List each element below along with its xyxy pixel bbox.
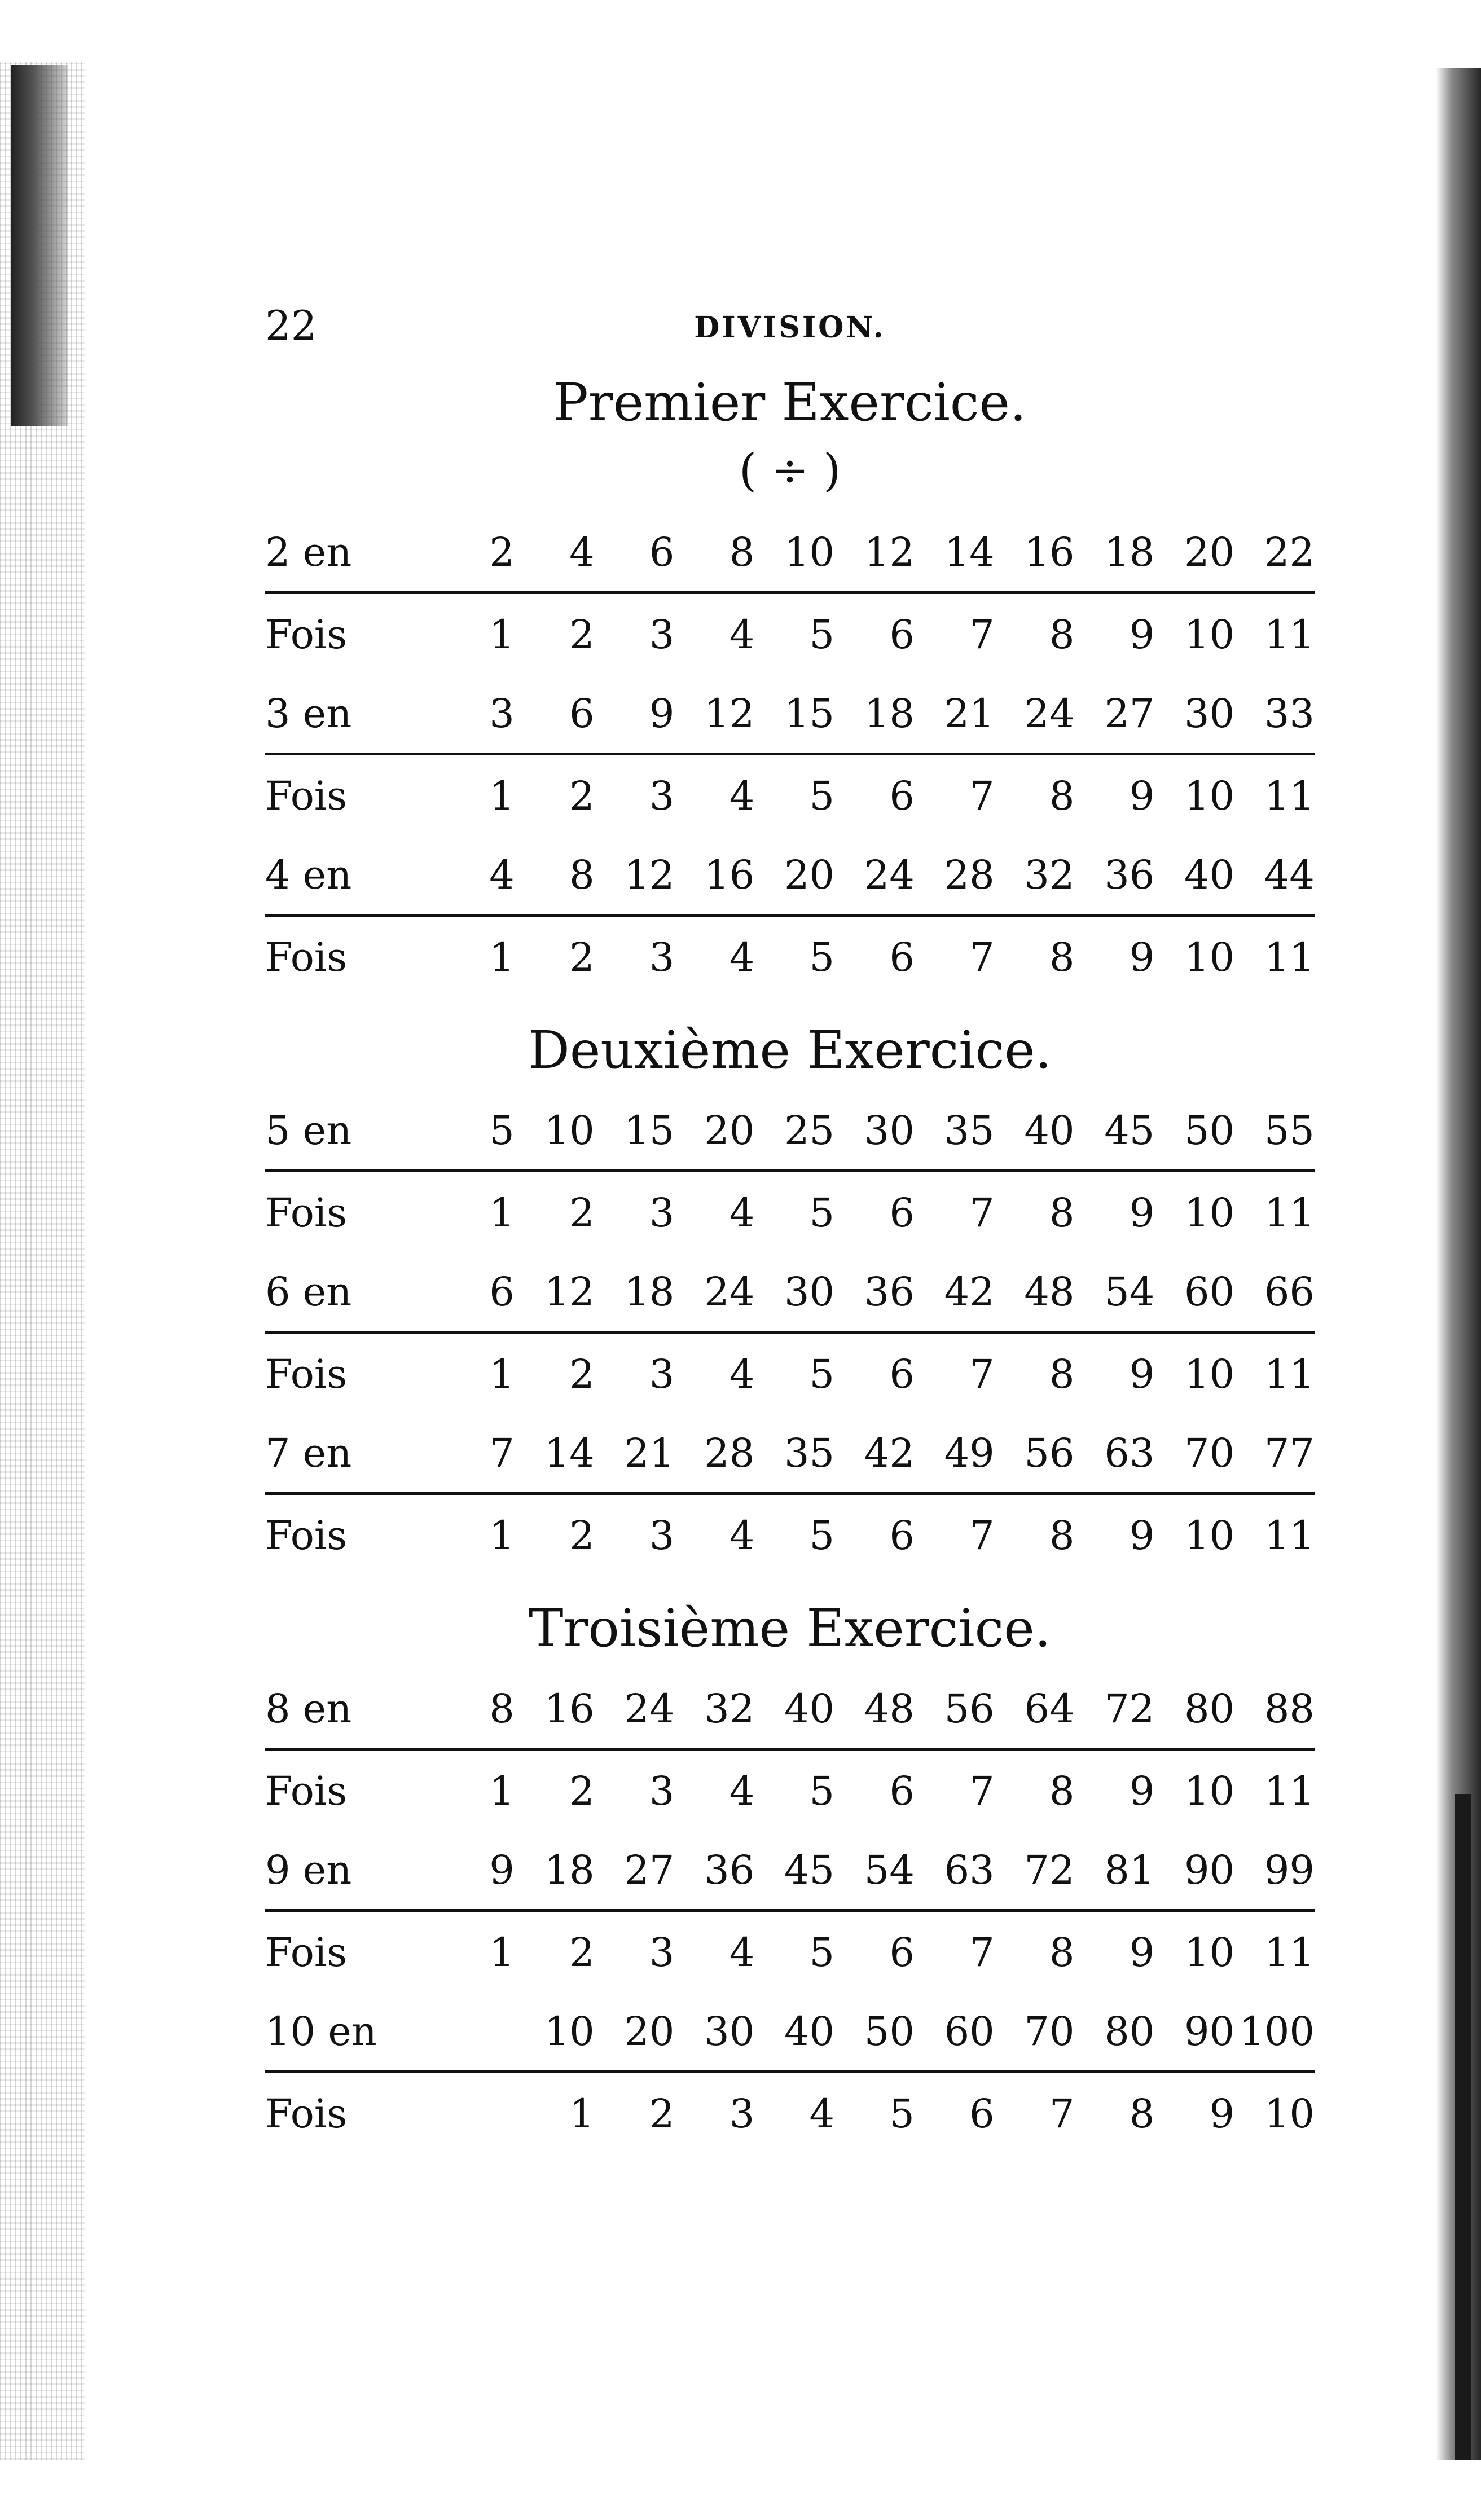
dividend-cell: 30: [784, 1269, 835, 1315]
dividend-cell: 42: [944, 1269, 995, 1315]
quotient-cell: 9: [1129, 934, 1155, 980]
quotient-row-values: [434, 1512, 1315, 1559]
dividend-cell: 32: [704, 1686, 755, 1732]
dividend-cell: 99: [1264, 1847, 1315, 1893]
quotient-row-values: [434, 1190, 1315, 1236]
quotient-cell: 8: [1049, 1512, 1075, 1559]
quotient-row-label: Fois: [265, 1351, 348, 1397]
dividend-cell: 20: [1184, 529, 1235, 575]
dividend-cell: 4: [569, 529, 595, 575]
dividend-cell: 54: [1104, 1269, 1155, 1315]
dividend-cell: 8: [569, 852, 595, 898]
quotient-cell: 9: [1129, 1512, 1155, 1559]
dividend-cell: 12: [624, 852, 675, 898]
page-content: [265, 293, 1315, 2154]
quotient-row: [265, 755, 1315, 836]
quotient-cell: 8: [1049, 772, 1075, 819]
chapter-title: DIVISION.: [694, 310, 886, 345]
quotient-row-label: Fois: [265, 1767, 348, 1814]
dividend-cell: 36: [864, 1269, 915, 1315]
dividend-cell: 10: [544, 1107, 595, 1154]
quotient-row-label: Fois: [265, 2090, 348, 2137]
quotient-cell: 8: [1129, 2090, 1155, 2137]
dividend-row: [265, 1831, 1315, 1912]
quotient-cell: 2: [649, 2090, 675, 2137]
dividend-cell: 100: [1239, 2008, 1315, 2055]
quotient-row-label: Fois: [265, 611, 348, 658]
dividend-cell: 55: [1264, 1107, 1315, 1154]
dividend-row-label: 9 en: [265, 1847, 352, 1893]
dividend-cell: 10: [784, 529, 835, 575]
dividend-row: [265, 675, 1315, 755]
dividend-row-label: 10 en: [265, 2008, 377, 2055]
dividend-cell: 6: [489, 1269, 515, 1315]
dividend-cell: 24: [704, 1269, 755, 1315]
dividend-cell: 20: [704, 1107, 755, 1154]
quotient-cell: 5: [809, 772, 835, 819]
dividend-row-values: [434, 529, 1315, 575]
dividend-cell: 60: [944, 2008, 995, 2055]
quotient-row: [265, 1751, 1315, 1831]
quotient-cell: 6: [889, 772, 915, 819]
dividend-row-values: [434, 852, 1315, 898]
quotient-cell: 7: [969, 1929, 995, 1976]
quotient-cell: 5: [809, 1351, 835, 1397]
dividend-cell: 66: [1264, 1269, 1315, 1315]
quotient-cell: 1: [489, 1929, 515, 1976]
quotient-cell: 10: [1184, 934, 1235, 980]
quotient-cell: 3: [729, 2090, 755, 2137]
dividend-cell: 9: [649, 691, 675, 737]
quotient-cell: 4: [809, 2090, 835, 2137]
dividend-cell: 30: [1184, 691, 1235, 737]
dividend-row-values: [434, 1847, 1315, 1893]
quotient-cell: 2: [569, 772, 595, 819]
dividend-cell: 27: [1104, 691, 1155, 737]
quotient-row: [265, 1495, 1315, 1576]
quotient-cell: 6: [889, 934, 915, 980]
quotient-cell: 8: [1049, 1767, 1075, 1814]
exercise-title: Premier Exercice.: [553, 372, 1027, 433]
quotient-row-label: Fois: [265, 1189, 348, 1236]
dividend-cell: 16: [544, 1686, 595, 1732]
dividend-cell: 12: [864, 529, 915, 575]
quotient-cell: 4: [729, 1512, 755, 1559]
page-number: 22: [265, 302, 317, 349]
dividend-cell: 8: [489, 1686, 515, 1732]
quotient-cell: 11: [1264, 1929, 1315, 1976]
dividend-row-label: 5 en: [265, 1107, 352, 1154]
quotient-cell: 4: [729, 772, 755, 819]
quotient-row: [265, 1912, 1315, 1993]
quotient-cell: 4: [729, 934, 755, 980]
dividend-cell: 25: [784, 1107, 835, 1154]
quotient-cell: 4: [729, 611, 755, 658]
quotient-row-values: [434, 1768, 1315, 1814]
dividend-cell: 14: [944, 529, 995, 575]
dividend-row-label: 4 en: [265, 852, 352, 898]
quotient-cell: 1: [489, 1512, 515, 1559]
dividend-cell: 49: [944, 1430, 995, 1476]
dividend-row-values: [434, 1269, 1315, 1315]
dividend-row-values: [434, 2008, 1315, 2055]
quotient-cell: 4: [729, 1929, 755, 1976]
dividend-cell: 24: [864, 852, 915, 898]
quotient-cell: 6: [889, 1189, 915, 1236]
quotient-row-label: Fois: [265, 772, 348, 819]
quotient-cell: 3: [649, 1189, 675, 1236]
quotient-cell: 6: [889, 1512, 915, 1559]
dividend-row-label: 3 en: [265, 691, 352, 737]
dividend-cell: 12: [704, 691, 755, 737]
dividend-cell: 8: [729, 529, 755, 575]
dividend-cell: 18: [624, 1269, 675, 1315]
dividend-cell: 16: [704, 852, 755, 898]
quotient-row-values: [434, 612, 1315, 658]
quotient-row: [265, 917, 1315, 997]
dividend-row-values: [434, 691, 1315, 737]
quotient-cell: 2: [569, 1767, 595, 1814]
dividend-row: [265, 1092, 1315, 1172]
division-table: [265, 513, 1315, 675]
quotient-cell: 2: [569, 934, 595, 980]
dividend-cell: 6: [569, 691, 595, 737]
quotient-cell: 7: [969, 1767, 995, 1814]
quotient-cell: 5: [809, 611, 835, 658]
quotient-cell: 7: [969, 1351, 995, 1397]
quotient-cell: 1: [489, 1351, 515, 1397]
dividend-row: [265, 513, 1315, 594]
dividend-cell: 80: [1184, 1686, 1235, 1732]
quotient-cell: 2: [569, 1351, 595, 1397]
quotient-cell: 5: [809, 1512, 835, 1559]
dividend-cell: 72: [1104, 1686, 1155, 1732]
dividend-cell: 54: [864, 1847, 915, 1893]
dividend-cell: 18: [864, 691, 915, 737]
quotient-cell: 7: [969, 611, 995, 658]
quotient-cell: 3: [649, 772, 675, 819]
quotient-cell: 1: [489, 1189, 515, 1236]
quotient-cell: 9: [1129, 1351, 1155, 1397]
dividend-cell: 40: [1024, 1107, 1075, 1154]
quotient-cell: 1: [489, 611, 515, 658]
dividend-row: [265, 1253, 1315, 1334]
dividend-cell: 48: [864, 1686, 915, 1732]
quotient-cell: 2: [569, 1512, 595, 1559]
quotient-cell: 8: [1049, 1189, 1075, 1236]
dividend-cell: 63: [944, 1847, 995, 1893]
dividend-cell: 24: [1024, 691, 1075, 737]
quotient-cell: 10: [1184, 772, 1235, 819]
dividend-cell: 4: [489, 852, 515, 898]
exercise-section: [265, 355, 1315, 997]
quotient-cell: 10: [1184, 611, 1235, 658]
quotient-cell: 8: [1049, 1351, 1075, 1397]
dividend-cell: 45: [1104, 1107, 1155, 1154]
exercise-title: Troisième Exercice.: [529, 1598, 1051, 1659]
dividend-cell: 14: [544, 1430, 595, 1476]
dividend-row-label: 2 en: [265, 529, 352, 575]
quotient-row-label: Fois: [265, 1512, 348, 1559]
dividend-cell: 56: [944, 1686, 995, 1732]
dividend-cell: 35: [784, 1430, 835, 1476]
dividend-cell: 50: [1184, 1107, 1235, 1154]
dividend-cell: 36: [704, 1847, 755, 1893]
scan-edge-left-shadow: [11, 65, 68, 426]
quotient-row: [265, 2073, 1315, 2154]
quotient-cell: 3: [649, 1351, 675, 1397]
quotient-cell: 11: [1264, 1189, 1315, 1236]
quotient-cell: 11: [1264, 1351, 1315, 1397]
quotient-row: [265, 594, 1315, 675]
quotient-cell: 9: [1129, 772, 1155, 819]
division-table: [265, 1670, 1315, 1831]
dividend-cell: 77: [1264, 1430, 1315, 1476]
dividend-cell: 2: [489, 529, 515, 575]
quotient-cell: 10: [1184, 1512, 1235, 1559]
dividend-row: [265, 1993, 1315, 2073]
dividend-cell: 3: [489, 691, 515, 737]
quotient-cell: 6: [889, 1929, 915, 1976]
dividend-row-values: [434, 1430, 1315, 1476]
quotient-row-values: [434, 1929, 1315, 1976]
dividend-cell: 64: [1024, 1686, 1075, 1732]
quotient-cell: 5: [809, 1929, 835, 1976]
dividend-cell: 88: [1264, 1686, 1315, 1732]
dividend-cell: 6: [649, 529, 675, 575]
quotient-cell: 10: [1184, 1767, 1235, 1814]
quotient-cell: 1: [489, 934, 515, 980]
dividend-row: [265, 1414, 1315, 1495]
dividend-cell: 90: [1184, 1847, 1235, 1893]
dividend-cell: 40: [784, 2008, 835, 2055]
exercise-section: [265, 1576, 1315, 2154]
division-table: [265, 836, 1315, 997]
quotient-cell: 1: [489, 772, 515, 819]
dividend-cell: 40: [784, 1686, 835, 1732]
quotient-cell: 5: [809, 1767, 835, 1814]
dividend-cell: 63: [1104, 1430, 1155, 1476]
dividend-cell: 28: [704, 1430, 755, 1476]
dividend-cell: 18: [544, 1847, 595, 1893]
dividend-row-values: [434, 1107, 1315, 1154]
dividend-cell: 90: [1184, 2008, 1235, 2055]
dividend-cell: 16: [1024, 529, 1075, 575]
division-table: [265, 1831, 1315, 1993]
dividend-cell: 30: [704, 2008, 755, 2055]
dividend-row-values: [434, 1686, 1315, 1732]
quotient-cell: 9: [1129, 1929, 1155, 1976]
dividend-row-label: 7 en: [265, 1430, 352, 1476]
dividend-cell: 48: [1024, 1269, 1075, 1315]
quotient-cell: 10: [1184, 1929, 1235, 1976]
dividend-cell: 70: [1024, 2008, 1075, 2055]
quotient-row-values: [434, 934, 1315, 980]
quotient-cell: 8: [1049, 934, 1075, 980]
exercise-title: Deuxième Exercice.: [528, 1020, 1052, 1080]
quotient-cell: 5: [809, 934, 835, 980]
dividend-cell: 10: [544, 2008, 595, 2055]
dividend-cell: 56: [1024, 1430, 1075, 1476]
dividend-cell: 33: [1264, 691, 1315, 737]
quotient-cell: 6: [889, 611, 915, 658]
quotient-cell: 1: [569, 2090, 595, 2137]
dividend-cell: 30: [864, 1107, 915, 1154]
quotient-cell: 11: [1264, 1767, 1315, 1814]
quotient-cell: 4: [729, 1351, 755, 1397]
quotient-cell: 2: [569, 1929, 595, 1976]
quotient-cell: 10: [1264, 2090, 1315, 2137]
dividend-cell: 35: [944, 1107, 995, 1154]
dividend-cell: 81: [1104, 1847, 1155, 1893]
dividend-cell: 42: [864, 1430, 915, 1476]
quotient-cell: 2: [569, 1189, 595, 1236]
dividend-row-label: 6 en: [265, 1269, 352, 1315]
division-table: [265, 1414, 1315, 1576]
dividend-cell: 15: [624, 1107, 675, 1154]
dividend-cell: 15: [784, 691, 835, 737]
quotient-cell: 9: [1209, 2090, 1235, 2137]
dividend-cell: 60: [1184, 1269, 1235, 1315]
quotient-cell: 4: [729, 1189, 755, 1236]
exercise-list: [265, 355, 1315, 2154]
quotient-cell: 6: [969, 2090, 995, 2137]
quotient-cell: 5: [889, 2090, 915, 2137]
quotient-row-label: Fois: [265, 934, 348, 980]
quotient-row-values: [434, 1351, 1315, 1397]
quotient-cell: 8: [1049, 1929, 1075, 1976]
quotient-cell: 3: [649, 1929, 675, 1976]
quotient-row: [265, 1334, 1315, 1414]
dividend-cell: 28: [944, 852, 995, 898]
quotient-cell: 7: [969, 1512, 995, 1559]
dividend-cell: 45: [784, 1847, 835, 1893]
dividend-cell: 12: [544, 1269, 595, 1315]
quotient-row-label: Fois: [265, 1929, 348, 1976]
quotient-cell: 10: [1184, 1189, 1235, 1236]
dividend-cell: 7: [489, 1430, 515, 1476]
quotient-cell: 3: [649, 1767, 675, 1814]
scan-edge-right-band: [1455, 1794, 1471, 2460]
dividend-cell: 50: [864, 2008, 915, 2055]
quotient-cell: 11: [1264, 934, 1315, 980]
dividend-cell: 80: [1104, 2008, 1155, 2055]
empty-cell: [434, 2008, 515, 2055]
quotient-cell: 9: [1129, 611, 1155, 658]
dividend-row-label: 8 en: [265, 1686, 352, 1732]
dividend-cell: 44: [1264, 852, 1315, 898]
quotient-cell: 3: [649, 1512, 675, 1559]
dividend-cell: 22: [1264, 529, 1315, 575]
quotient-cell: 11: [1264, 611, 1315, 658]
quotient-cell: 5: [809, 1189, 835, 1236]
dividend-cell: 21: [944, 691, 995, 737]
quotient-row-values: [434, 773, 1315, 819]
quotient-cell: 9: [1129, 1767, 1155, 1814]
division-symbol: ( ÷ ): [739, 444, 841, 496]
dividend-cell: 40: [1184, 852, 1235, 898]
dividend-cell: 36: [1104, 852, 1155, 898]
quotient-cell: 6: [889, 1767, 915, 1814]
division-table: [265, 675, 1315, 836]
dividend-cell: 72: [1024, 1847, 1075, 1893]
dividend-row: [265, 1670, 1315, 1751]
quotient-cell: 3: [649, 934, 675, 980]
dividend-row: [265, 836, 1315, 917]
quotient-row-values: [434, 2091, 1315, 2137]
dividend-cell: 5: [489, 1107, 515, 1154]
dividend-cell: 70: [1184, 1430, 1235, 1476]
dividend-cell: 21: [624, 1430, 675, 1476]
dividend-cell: 18: [1104, 529, 1155, 575]
dividend-cell: 27: [624, 1847, 675, 1893]
exercise-section: [265, 997, 1315, 1576]
running-head: [265, 293, 1315, 355]
quotient-cell: 7: [969, 934, 995, 980]
quotient-cell: 2: [569, 611, 595, 658]
quotient-cell: 11: [1264, 772, 1315, 819]
quotient-cell: 1: [489, 1767, 515, 1814]
quotient-cell: 6: [889, 1351, 915, 1397]
quotient-cell: 7: [1049, 2090, 1075, 2137]
dividend-cell: 32: [1024, 852, 1075, 898]
quotient-cell: 10: [1184, 1351, 1235, 1397]
quotient-cell: 7: [969, 1189, 995, 1236]
quotient-cell: 7: [969, 772, 995, 819]
quotient-cell: 3: [649, 611, 675, 658]
division-table: [265, 1253, 1315, 1414]
dividend-cell: 20: [624, 2008, 675, 2055]
dividend-cell: 9: [489, 1847, 515, 1893]
empty-cell: [434, 2091, 515, 2137]
dividend-cell: 24: [624, 1686, 675, 1732]
division-table: [265, 1993, 1315, 2154]
quotient-cell: 4: [729, 1767, 755, 1814]
quotient-row: [265, 1172, 1315, 1253]
quotient-cell: 8: [1049, 611, 1075, 658]
quotient-cell: 11: [1264, 1512, 1315, 1559]
quotient-cell: 9: [1129, 1189, 1155, 1236]
dividend-cell: 20: [784, 852, 835, 898]
division-table: [265, 1092, 1315, 1253]
